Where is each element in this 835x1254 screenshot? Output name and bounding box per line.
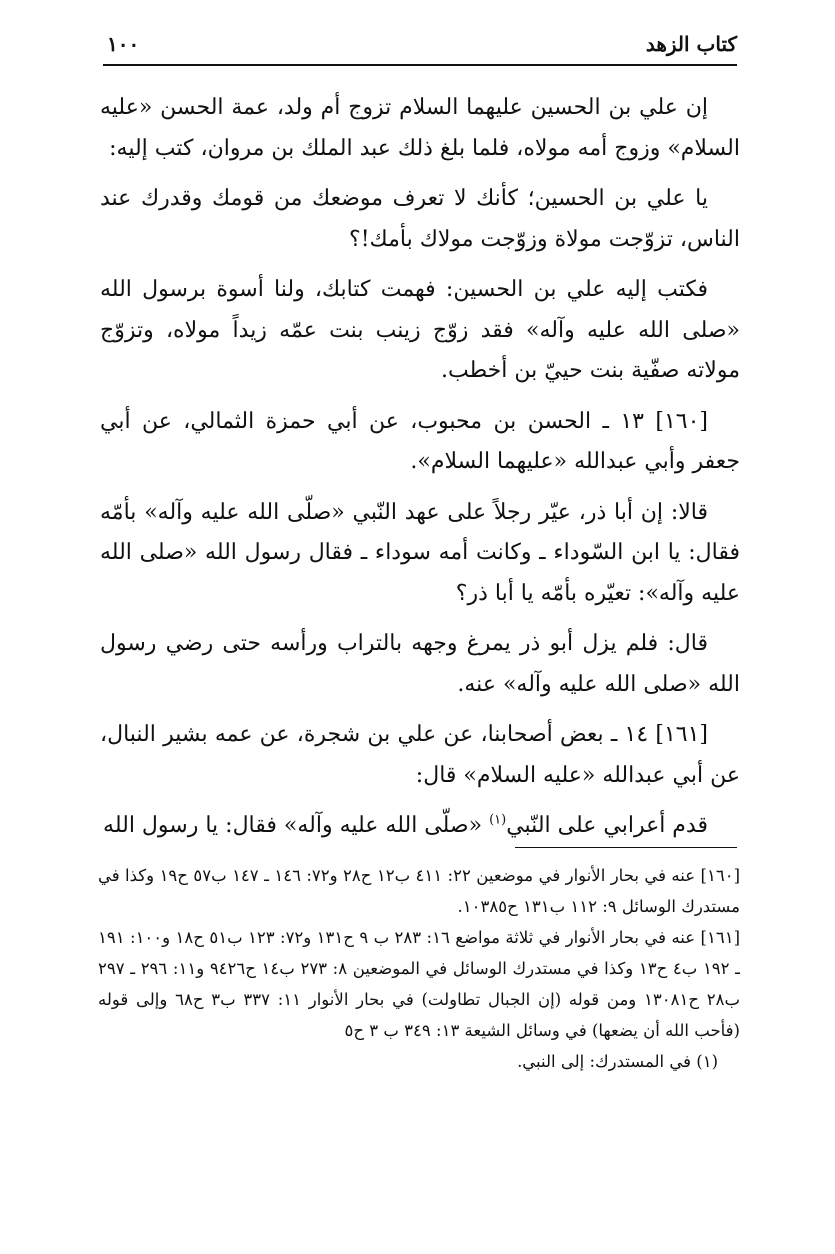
paragraph-8-start: قدم أعرابي على النّبي — [506, 813, 708, 838]
footnote-1: (١) في المستدرك: إلى النبي. — [517, 1052, 718, 1071]
paragraph-2: يا علي بن الحسين؛ كأنك لا تعرف موضعك من قومك وقدرك عند الناس، تزوّجت مولاة وزوّجت مولاك بأمك!؟ — [100, 186, 740, 252]
paragraph-8 — [100, 806, 740, 847]
footnote-161: [١٦١] عنه في بحار الأنوار في ثلاثة مواضع ١٦: ٢٨٣ ب ٩ ح١٣١ و٧٢: ١٢٣ ب٥١ ح١٨ و١٠٠: ١٩١ ـ ١٩٢ ب٤ ح١٣ وكذا في مستدرك الوسائل في الموضعين ٨: ٢٧٣ ب١٤ ح٩٤٢٦ و١١: ٢٩٦ ـ ٢٩٧ ب٢٨ ح١٣٠٨١ ومن قوله (إن الجبال تطاولت) في بحار الأنوار ١١: ٣٣٧ ب٣ ح٦٨ وإلى قوله (فأحب الله أن يضعها) في وسائل الشيعة ١٣: ٣٤٩ ب ٣ ح٥ — [98, 928, 740, 1040]
paragraph-6: قال: فلم يزل أبو ذر يمرغ وجهه بالتراب ورأسه حتى رضي رسول الله «صلى الله عليه وآله» عنه. — [100, 631, 740, 697]
footnotes — [98, 860, 740, 1077]
footnote-marker: (١) — [489, 812, 507, 828]
hadith-161-chain: [١٦١] ١٤ ـ بعض أصحابنا، عن علي بن شجرة، عن عمه بشير النبال، عن أبي عبدالله «عليه السلام» قال: — [100, 722, 740, 788]
footnote-160: [١٦٠] عنه في بحار الأنوار في موضعين ٢٢: ٤١١ ب١٢ ح٢٨ و٧٢: ١٤٦ ـ ١٤٧ ب٥٧ ح١٩ وكذا في مستدرك الوسائل ٩: ١١٢ ب١٣١ ح١٠٣٨٥. — [98, 866, 740, 916]
paragraph-1: إن علي بن الحسين عليهما السلام تزوج أم ولد، عمة الحسن «عليه السلام» وزوج أمه مولاه، فلما بلغ ذلك عبد الملك بن مروان، كتب إليه: — [100, 95, 740, 161]
paragraph-5: قالا: إن أبا ذر، عيّر رجلاً على عهد النّبي «صلّى الله عليه وآله» بأمّه فقال: يا ابن السّوداء ـ وكانت أمه سوداء ـ فقال رسول الله «صلى الله عليه وآله»: تعيّره بأمّه يا أبا ذر؟ — [100, 499, 740, 606]
page-number: ١٠٠ — [107, 32, 140, 56]
page-header — [103, 28, 737, 62]
running-title: كتاب الزهد — [645, 32, 737, 56]
hadith-160-chain: [١٦٠] ١٣ ـ الحسن بن محبوب، عن أبي حمزة الثمالي، عن أبي جعفر وأبي عبدالله «عليهما السلام». — [100, 408, 740, 474]
paragraph-8-end: «صلّى الله عليه وآله» فقال: يا رسول الله — [103, 813, 490, 838]
main-text — [100, 88, 740, 857]
footnote-separator — [515, 847, 737, 848]
header-rule — [103, 64, 737, 66]
paragraph-3: فكتب إليه علي بن الحسين: فهمت كتابك، ولنا أسوة برسول الله «صلى الله عليه وآله» فقد زوّج زينب بنت عمّه زيداً مولاه، وتزوّج مولاته صفّية بنت حييّ بن أخطب. — [100, 277, 740, 383]
